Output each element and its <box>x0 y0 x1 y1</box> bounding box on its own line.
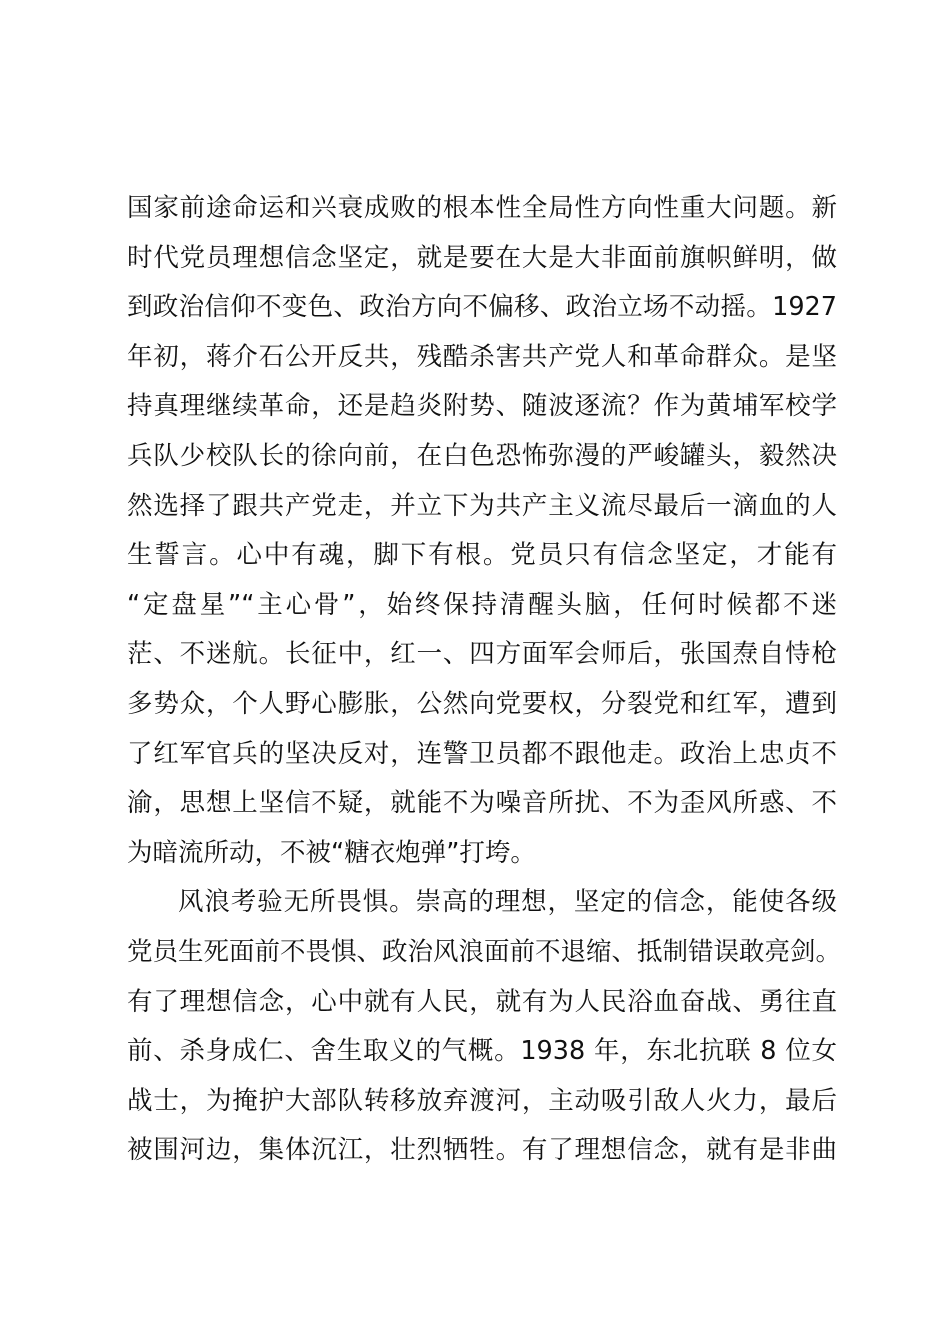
text-line: 到政治信仰不变色、政治方向不偏移、政治立场不动摇。1927 <box>127 292 837 323</box>
text-line: 时代党员理想信念坚定，就是要在大是大非面前旗帜鲜明，做 <box>127 242 837 273</box>
text-line: 茫、不迷航。长征中，红一、四方面军会师后，张国焘自恃枪 <box>127 639 837 670</box>
text-line: 有了理想信念，心中就有人民，就有为人民浴血奋战、勇往直 <box>127 986 837 1017</box>
text-line: 被围河边，集体沉江，壮烈牺牲。有了理想信念，就有是非曲 <box>127 1135 837 1166</box>
text-line: “定盘星”“主心骨”，始终保持清醒头脑，任何时候都不迷 <box>127 589 837 620</box>
body-text <box>127 184 842 1176</box>
text-line: 生誓言。心中有魂，脚下有根。党员只有信念坚定，才能有 <box>127 540 837 571</box>
text-line: 兵队少校队长的徐向前，在白色恐怖弥漫的严峻罐头，毅然决 <box>127 440 837 471</box>
text-line: 战士，为掩护大部队转移放弃渡河，主动吸引敌人火力，最后 <box>127 1085 837 1116</box>
text-line: 前、杀身成仁、舍生取义的气概。1938 年，东北抗联 8 位女 <box>127 1036 837 1067</box>
text-line: 为暗流所动，不被“糖衣炮弹”打垮。 <box>127 837 536 868</box>
text-line: 党员生死面前不畏惧、政治风浪面前不退缩、抵制错误敢亮剑。 <box>127 936 842 967</box>
paragraph-2 <box>127 878 842 1176</box>
text-line: 多势众，个人野心膨胀，公然向党要权，分裂党和红军，遭到 <box>127 688 837 719</box>
paragraph-1 <box>127 184 837 878</box>
text-line: 持真理继续革命，还是趋炎附势、随波逐流？作为黄埔军校学 <box>127 391 837 422</box>
text-line: 国家前途命运和兴衰成败的根本性全局性方向性重大问题。新 <box>127 193 837 223</box>
text-line: 然选择了跟共产党走，并立下为共产主义流尽最后一滴血的人 <box>127 490 837 521</box>
text-line: 渝，思想上坚信不疑，就能不为噪音所扰、不为歪风所惑、不 <box>127 788 837 819</box>
text-line: 了红军官兵的坚决反对，连警卫员都不跟他走。政治上忠贞不 <box>127 738 837 769</box>
text-line: 风浪考验无所畏惧。崇高的理想，坚定的信念，能使各级 <box>178 887 837 918</box>
text-line: 年初，蒋介石公开反共，残酷杀害共产党人和革命群众。是坚 <box>127 341 837 372</box>
